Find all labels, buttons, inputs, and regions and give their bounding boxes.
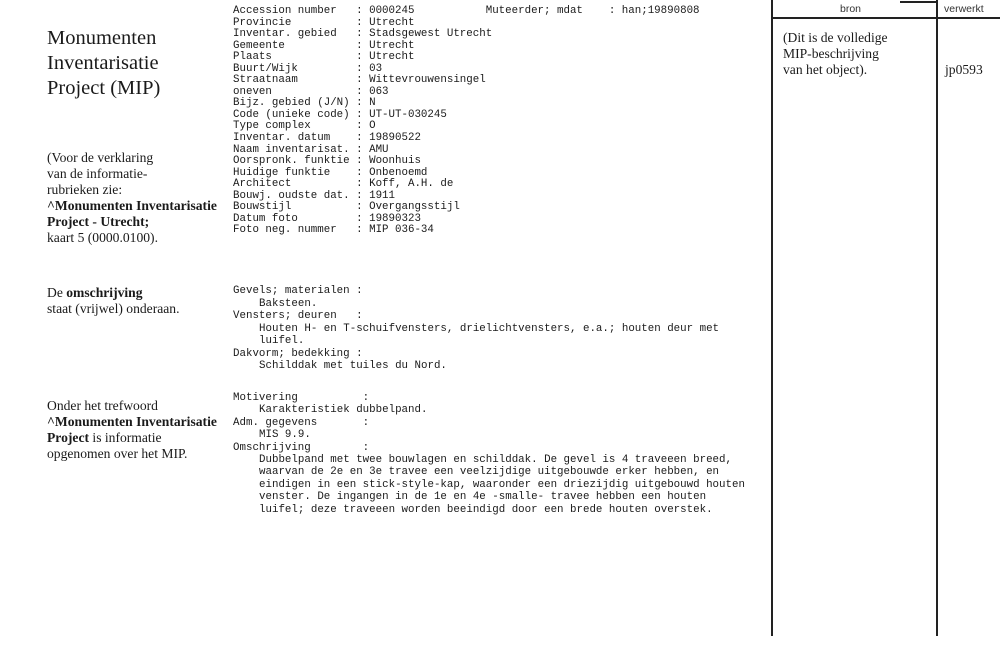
field-separator: : xyxy=(349,39,370,52)
field-separator: : xyxy=(349,85,370,98)
keyword-note xyxy=(47,398,217,462)
field-label: Provincie xyxy=(233,16,350,29)
note-line: ^Monumenten Inventarisatie xyxy=(47,414,217,429)
table-divider-right xyxy=(936,0,938,636)
field-label: Inventar. datum xyxy=(233,132,350,145)
mutation-info: Muteerder; mdat : han;19890808 xyxy=(414,5,700,17)
field-separator: : xyxy=(349,97,370,110)
field-label: Type complex xyxy=(233,120,350,133)
field-value: Utrecht xyxy=(369,16,415,29)
section-text: luifel. xyxy=(259,335,305,347)
document-title xyxy=(47,26,160,101)
field-separator: : xyxy=(349,16,370,29)
field-value: Overgangsstijl xyxy=(369,201,460,214)
record-fields xyxy=(233,6,700,237)
field-value: 19890522 xyxy=(369,132,421,145)
field-separator: : xyxy=(349,51,370,64)
field-value: 19890323 xyxy=(369,212,421,225)
section-label: Gevels; materialen : xyxy=(233,285,363,297)
field-label: Architect xyxy=(233,178,350,191)
section-text: Schilddak met tuiles du Nord. xyxy=(259,360,447,372)
field-value: 1911 xyxy=(369,189,396,202)
field-value: N xyxy=(369,97,376,110)
field-separator: : xyxy=(349,28,370,41)
field-value: O xyxy=(369,120,376,133)
section-text: Karakteristiek dubbelpand. xyxy=(259,404,428,417)
section-text: Baksteen. xyxy=(259,297,318,310)
note-bold: omschrijving xyxy=(66,285,143,300)
note-line: ^Monumenten Inventarisatie xyxy=(47,198,217,213)
field-separator: : xyxy=(349,178,370,191)
table-divider-left xyxy=(771,0,773,636)
field-row xyxy=(233,225,700,237)
field-value: AMU xyxy=(369,143,389,156)
section-label: Omschrijving : xyxy=(233,441,370,454)
field-label: Accession number xyxy=(233,5,350,17)
note-bold: Project xyxy=(47,430,90,445)
field-separator: : xyxy=(349,62,370,75)
field-label: Code (unieke code) xyxy=(233,108,350,121)
field-separator: : xyxy=(349,212,370,225)
field-separator: : xyxy=(349,74,370,87)
field-separator: : xyxy=(349,108,370,121)
field-label: Plaats xyxy=(233,51,350,64)
note-line: Project - Utrecht; xyxy=(47,214,150,229)
table-header-rule xyxy=(771,17,1000,19)
section-text: Houten H- en T-schuifvensters, drielichtvensters, e.a.; houten deur met xyxy=(259,322,720,335)
section-text: waarvan de 2e en 3e travee een veelzijdige uitgebouwde erker hebben, en xyxy=(259,466,720,479)
section-label: Adm. gegevens : xyxy=(233,416,370,429)
section-label: Motivering : xyxy=(233,392,370,404)
section-text: venster. De ingangen in de 1e en 4e -smalle- travee hebben een houten xyxy=(259,491,707,504)
field-label: Naam inventarisat. xyxy=(233,143,350,156)
field-label: Gemeente xyxy=(233,39,350,52)
field-value: 03 xyxy=(369,62,383,75)
explanation-note xyxy=(47,150,217,246)
field-separator: : xyxy=(349,201,370,214)
note-line: opgenomen over het MIP. xyxy=(47,446,188,461)
field-label: Oorspronk. funktie xyxy=(233,155,350,168)
field-label: Huidige funktie xyxy=(233,166,350,179)
title-line: Inventarisatie xyxy=(47,52,159,74)
field-value: Onbenoemd xyxy=(369,166,428,179)
motivation-description-block xyxy=(233,392,745,516)
header-verwerkt: verwerkt xyxy=(944,3,984,15)
note-line: kaart 5 (0000.0100). xyxy=(47,230,158,245)
note-line: staat (vrijwel) onderaan. xyxy=(47,301,180,316)
field-separator: : xyxy=(349,224,370,237)
note-line: Onder het trefwoord xyxy=(47,398,158,413)
field-separator: : xyxy=(349,5,370,17)
header-bron: bron xyxy=(840,3,862,15)
title-line: Monumenten xyxy=(47,27,157,49)
section-text: Dubbelpand met twee bouwlagen en schilddak. De gevel is 4 traveeen breed, xyxy=(259,454,732,467)
field-value: Woonhuis xyxy=(369,155,421,168)
field-value: Koff, A.H. de xyxy=(369,178,454,191)
field-separator: : xyxy=(349,189,370,202)
note-text: is informatie xyxy=(89,430,162,445)
table-top-rule xyxy=(900,1,937,3)
bron-line: (Dit is de volledige xyxy=(783,30,888,45)
field-separator: : xyxy=(349,155,370,168)
field-label: Foto neg. nummer xyxy=(233,224,350,237)
field-label: Inventar. gebied xyxy=(233,28,350,41)
field-separator: : xyxy=(349,143,370,156)
field-value: 063 xyxy=(369,85,389,98)
bron-line: van het object). xyxy=(783,62,868,77)
field-value: Wittevrouwensingel xyxy=(369,74,486,87)
field-label: Datum foto xyxy=(233,212,350,225)
bron-cell xyxy=(783,30,888,78)
field-value: 0000245 xyxy=(369,5,415,17)
title-line: Project (MIP) xyxy=(47,77,161,99)
bron-line: MIP-beschrijving xyxy=(783,46,879,61)
field-value: Stadsgewest Utrecht xyxy=(369,28,493,41)
field-label: Buurt/Wijk xyxy=(233,62,350,75)
building-description-block xyxy=(233,285,719,373)
field-separator: : xyxy=(349,132,370,145)
field-label: Bijz. gebied (J/N) xyxy=(233,97,350,110)
field-value: Utrecht xyxy=(369,51,415,64)
section-text: MIS 9.9. xyxy=(259,429,311,442)
note-text: De xyxy=(47,285,67,300)
field-label: Bouwj. oudste dat. xyxy=(233,189,350,202)
field-value: Utrecht xyxy=(369,39,415,52)
section-text: luifel; deze traveeen worden beeindigd door een brede houten overstek. xyxy=(259,503,713,516)
field-separator: : xyxy=(349,166,370,179)
field-value: MIP 036-34 xyxy=(369,224,434,237)
note-line: (Voor de verklaring xyxy=(47,150,154,165)
note-line xyxy=(47,430,217,446)
verwerkt-cell: jp0593 xyxy=(945,62,983,77)
section-label: Vensters; deuren : xyxy=(233,310,363,322)
description-note xyxy=(47,285,179,317)
note-line: van de informatie- xyxy=(47,166,148,181)
field-separator: : xyxy=(349,120,370,133)
field-label: oneven xyxy=(233,85,350,98)
field-label: Bouwstijl xyxy=(233,201,350,214)
note-line: rubrieken zie: xyxy=(47,182,123,197)
field-label: Straatnaam xyxy=(233,74,350,87)
note-line xyxy=(47,285,179,301)
field-value: UT-UT-030245 xyxy=(369,108,447,121)
section-label: Dakvorm; bedekking : xyxy=(233,347,363,360)
section-text: eindigen in een stick-style-kap, waaronder een driezijdig uitgebouwd houten xyxy=(259,478,745,491)
